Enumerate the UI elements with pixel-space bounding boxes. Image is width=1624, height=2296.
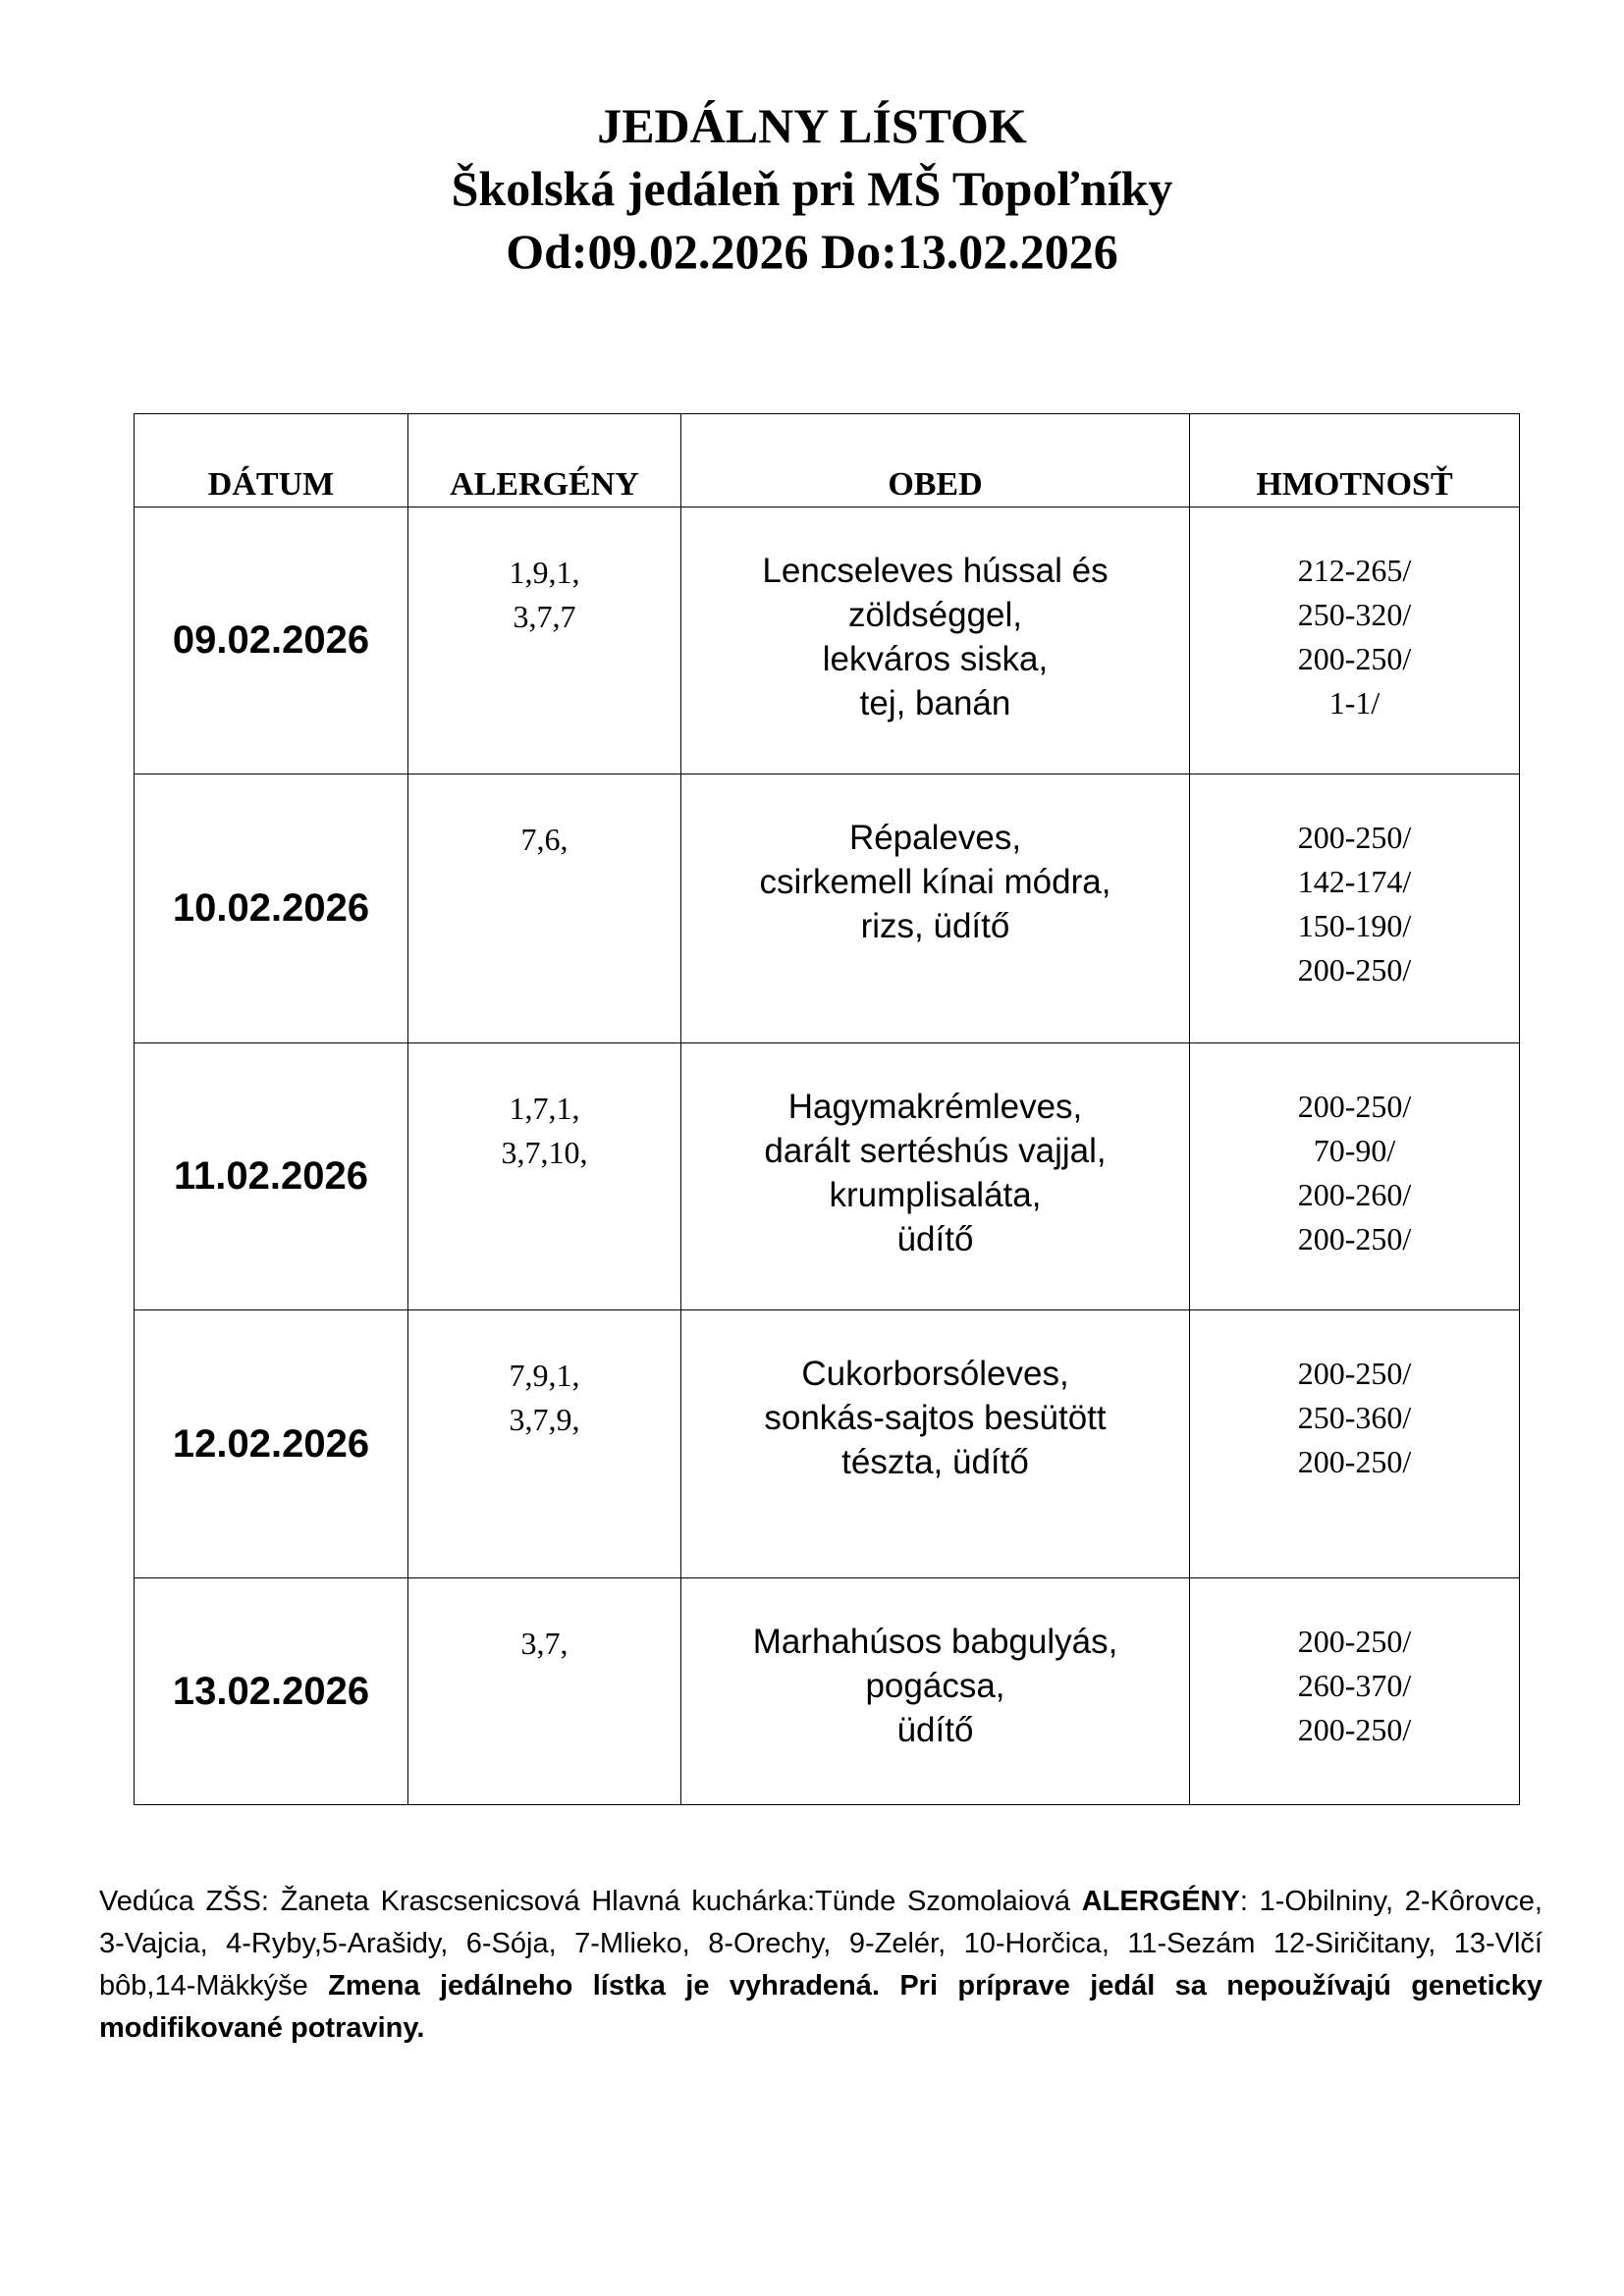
meal-line: darált sertéshús vajjal, <box>764 1132 1107 1170</box>
weight-line: 150-190/ <box>1297 908 1412 943</box>
meal-line: krumplisaláta, <box>829 1176 1042 1214</box>
menu-header-row <box>135 414 1520 507</box>
column-header-date: DÁTUM <box>135 414 408 507</box>
weight-line: 142-174/ <box>1297 864 1412 899</box>
weight-line: 260-370/ <box>1297 1668 1412 1703</box>
allergens-line: 7,6, <box>520 822 568 857</box>
column-header-lunch: OBED <box>681 414 1190 507</box>
weight-line: 200-250/ <box>1297 1444 1412 1479</box>
allergens-cell <box>408 1578 681 1805</box>
weight-cell <box>1190 774 1520 1043</box>
meal-line: rizs, üdítő <box>860 907 1010 945</box>
meal-line: Cukorborsóleves, <box>801 1355 1069 1393</box>
allergens-line: 3,7,9, <box>509 1402 580 1437</box>
menu-table <box>134 413 1520 1805</box>
weight-line: 70-90/ <box>1313 1133 1396 1168</box>
weight-line: 1-1/ <box>1328 685 1380 721</box>
allergens-line: 3,7,7 <box>513 599 576 634</box>
date-cell: 12.02.2026 <box>135 1310 408 1578</box>
weight-line: 200-250/ <box>1297 1221 1412 1256</box>
meal-line: Marhahúsos babgulyás, <box>752 1623 1118 1661</box>
meal-line: pogácsa, <box>865 1667 1005 1705</box>
date-cell: 13.02.2026 <box>135 1578 408 1805</box>
allergens-line: 1,9,1, <box>509 555 580 590</box>
meal-line: zöldséggel, <box>847 596 1023 634</box>
meal-line: üdítő <box>896 1711 974 1749</box>
meal-line: csirkemell kínai módra, <box>759 863 1111 901</box>
meal-line: Répaleves, <box>848 819 1022 857</box>
date-range: Od:09.02.2026 Do:13.02.2026 <box>506 224 1118 279</box>
weight-line: 200-250/ <box>1297 1712 1412 1747</box>
meal-cell <box>681 1310 1190 1578</box>
weight-cell <box>1190 1043 1520 1310</box>
weight-cell <box>1190 507 1520 774</box>
footer-note <box>99 1881 1543 2050</box>
weight-line: 200-250/ <box>1297 952 1412 988</box>
meal-line: lekváros siska, <box>822 640 1049 678</box>
meal-line: tészta, üdítő <box>841 1443 1029 1481</box>
weight-line: 200-260/ <box>1297 1177 1412 1212</box>
menu-row <box>135 774 1520 1043</box>
weight-line: 200-250/ <box>1297 641 1412 676</box>
weight-line: 200-250/ <box>1297 1356 1412 1391</box>
meal-cell <box>681 1578 1190 1805</box>
menu-change-notice: Zmena jedálneho lístka je vyhradená. Pri príprave jedál sa nepoužívajú geneticky modifikované potraviny. <box>99 1970 1543 2044</box>
menu-row <box>135 507 1520 774</box>
weight-line: 212-265/ <box>1297 553 1412 588</box>
menu-row <box>135 1310 1520 1578</box>
column-header-allergens: ALERGÉNY <box>408 414 681 507</box>
canteen-name: Školská jedáleň pri MŠ Topoľníky <box>451 161 1173 216</box>
weight-line: 200-250/ <box>1297 1089 1412 1124</box>
meal-line: Hagymakrémleves, <box>787 1088 1083 1126</box>
meal-cell <box>681 507 1190 774</box>
page-header <box>0 94 1624 283</box>
weight-line: 200-250/ <box>1297 1624 1412 1659</box>
allergens-cell <box>408 507 681 774</box>
meal-cell <box>681 1043 1190 1310</box>
allergens-line: 1,7,1, <box>509 1091 580 1126</box>
menu-row <box>135 1578 1520 1805</box>
allergens-line: 3,7, <box>520 1626 568 1661</box>
meal-line: sonkás-sajtos besütött <box>764 1399 1107 1437</box>
menu-row <box>135 1043 1520 1310</box>
date-cell: 09.02.2026 <box>135 507 408 774</box>
allergens-cell <box>408 1310 681 1578</box>
date-cell: 11.02.2026 <box>135 1043 408 1310</box>
weight-cell <box>1190 1310 1520 1578</box>
meal-line: tej, banán <box>859 684 1011 722</box>
staff-info: Vedúca ZŠS: Žaneta Krascsenicsová Hlavná kuchárka:Tünde Szomolaiová <box>99 1886 1082 1917</box>
allergens-legend: : 1-Obilniny, 2-Kôrovce, 3-Vajcia, 4-Ryby,5-Arašidy, 6-Sója, 7-Mlieko, 8-Orechy, 9-Zelér, 10-Horčica, 11-Sezám 12-Siričitany, 13-Vlčí bôb,14-Mäkkýše <box>99 1886 1543 2002</box>
weight-line: 250-360/ <box>1297 1400 1412 1435</box>
meal-line: üdítő <box>896 1220 974 1258</box>
meal-line: Lencseleves hússal és <box>762 552 1109 590</box>
column-header-weight: HMOTNOSŤ <box>1190 414 1520 507</box>
weight-line: 250-320/ <box>1297 597 1412 632</box>
weight-cell <box>1190 1578 1520 1805</box>
allergens-cell <box>408 774 681 1043</box>
date-cell: 10.02.2026 <box>135 774 408 1043</box>
allergens-line: 7,9,1, <box>509 1358 580 1393</box>
allergens-cell <box>408 1043 681 1310</box>
allergens-legend-label: ALERGÉNY <box>1081 1886 1240 1917</box>
page-title: JEDÁLNY LÍSTOK <box>597 98 1027 153</box>
weight-line: 200-250/ <box>1297 820 1412 855</box>
meal-cell <box>681 774 1190 1043</box>
allergens-line: 3,7,10, <box>501 1135 588 1170</box>
